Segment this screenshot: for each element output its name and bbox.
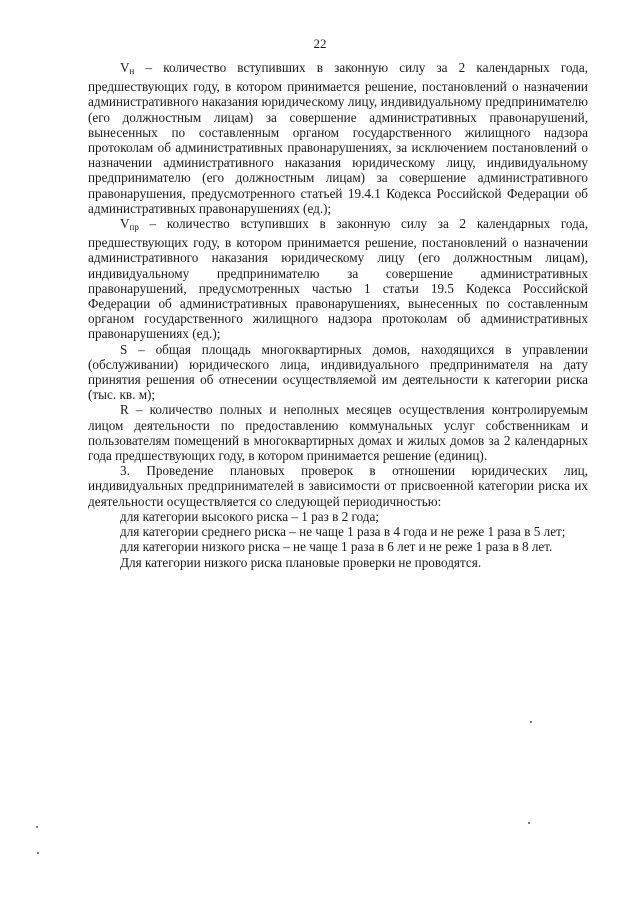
vn-subscript: н [129,66,135,76]
scan-speck [528,822,530,824]
paragraph-vn [88,60,588,216]
paragraph-high-risk: для категории высокого риска – 1 раз в 2 года; [120,508,380,524]
vn-symbol: V [120,60,130,75]
paragraph-vpr [88,216,588,342]
paragraph-medium-risk: для категории среднего риска – не чаще 1 раза в 4 года и не реже 1 раза в 5 лет; [120,524,566,540]
paragraph-low-risk-final: Для категории низкого риска плановые проверки не проводятся. [120,554,482,570]
scan-speck [37,852,39,854]
vpr-subscript: пр [129,222,139,233]
vpr-definition: – количество вступивших в законную силу за 2 календарных года, предшествующих году, в котором принимается решение, постановлений о назначении административного наказания юридическому лицу (его должностным лицам), индивидуальному предпринимателю за совершение административных правонарушений, предусмотренных частью 1 статьи 19.5 Кодекса Российской Федерации об административных правонарушениях, вынесенных по составленным органом государственного жилищного надзора протоколам об административных правонарушениях (ед.); [88,216,588,342]
vpr-symbol: V [120,216,130,232]
document-body [88,60,588,570]
vn-definition: – количество вступивших в законную силу за 2 календарных года, предшествующих году, в котором принимается решение, постановлений о назначении административного наказания юридическому лицу, индивидуальному предпринимателю (его должностным лицам) за совершение административных правонарушений, вынесенных по составленным органом государственного жилищного надзора протоколам об административных правонарушениях, за исключением постановлений о назначении административного наказания юридическому лицу, индивидуальному предпринимателю (его должностным лицам) за совершение административного правонарушения, предусмотренного статьей 19.4.1 Кодекса Российской Федерации об административных правонарушениях (ед.); [88,60,588,216]
paragraph-item-3: 3. Проведение плановых проверок в отношении юридических лиц, индивидуальных предпринимателей в зависимости от присвоенной категории риска их деятельности осуществляется со следующей периодичностью: [88,463,588,509]
scan-speck [530,721,532,723]
scan-speck [36,826,38,828]
paragraph-low-risk: для категории низкого риска – не чаще 1 раза в 6 лет и не реже 1 раза в 8 лет. [120,539,553,555]
paragraph-s: S – общая площадь многоквартирных домов, находящихся в управлении (обслуживании) юридического лица, индивидуального предпринимателя на дату принятия решения об отнесении осуществляемой им деятельности к категории риска (тыс. кв. м); [88,341,588,403]
paragraph-r: R – количество полных и неполных месяцев осуществления контролируемым лицом деятельности по предоставлению коммунальных услуг собственникам и пользователям помещений в многоквартирных домах и жилых домов за 2 календарных года предшествующих году, в котором принимается решение (единиц). [88,402,588,464]
page-number: 22 [313,36,327,51]
